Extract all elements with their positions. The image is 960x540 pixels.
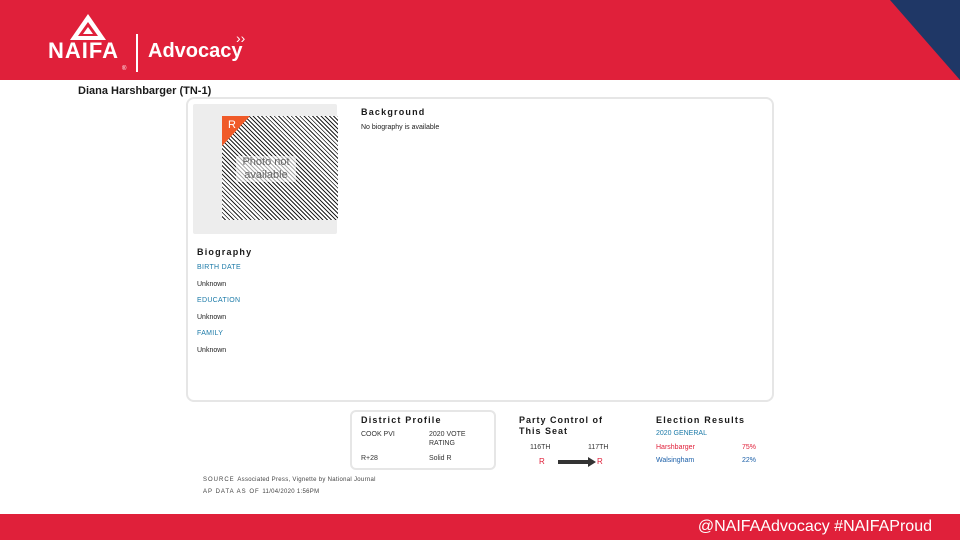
logo-registered-mark: ® xyxy=(122,66,127,72)
cook-pvi-value: R+28 xyxy=(361,455,378,462)
logo-divider xyxy=(136,34,138,72)
vote-rating-value: Solid R xyxy=(429,455,452,462)
cook-pvi-label: COOK PVI xyxy=(361,431,395,438)
source-value: Associated Press, Vignette by National Journal xyxy=(237,477,376,483)
vote-rating-label-line1: 2020 VOTE xyxy=(429,431,466,438)
vote-rating-label-line2: RATING xyxy=(429,440,455,447)
party-control-heading: Party Control of This Seat xyxy=(519,415,604,436)
logo-naifa-text: NAIFA xyxy=(48,38,119,63)
ap-data-line xyxy=(203,489,319,495)
district-profile-heading: District Profile xyxy=(361,415,442,425)
footer-hashtags: @NAIFAAdvocacy #NAIFAProud xyxy=(697,518,932,535)
from-congress-label: 116TH xyxy=(530,444,551,451)
background-text: No biography is available xyxy=(361,124,440,131)
candidate-percentage: 75% xyxy=(742,444,757,451)
candidate-name: Walsingham xyxy=(656,457,695,464)
bio-birth-date-value: Unknown xyxy=(197,281,227,288)
ap-data-value: 11/04/2020 1:56PM xyxy=(262,489,320,495)
candidate-percentage: 22% xyxy=(742,457,757,464)
source-line xyxy=(203,477,376,483)
bio-family-value: Unknown xyxy=(197,347,227,354)
logo-arrow-icon: ›› xyxy=(236,30,246,46)
background-heading: Background xyxy=(361,107,426,117)
to-party-value: R xyxy=(597,457,603,466)
logo-advocacy-text: Advocacy xyxy=(148,40,243,62)
from-party-value: R xyxy=(539,457,545,466)
to-congress-label: 117TH xyxy=(588,444,609,451)
party-badge-letter: R xyxy=(228,119,236,131)
source-label: SOURCE xyxy=(203,477,235,483)
arrow-right-icon xyxy=(558,457,596,467)
biography-heading: Biography xyxy=(197,247,253,257)
candidate-name: Harshbarger xyxy=(656,444,695,451)
naifa-triangle-icon xyxy=(70,14,106,40)
page-title: Diana Harshbarger (TN-1) xyxy=(78,85,212,97)
bio-birth-date-label: BIRTH DATE xyxy=(197,264,241,271)
header-bar xyxy=(0,0,960,80)
election-results-heading: Election Results xyxy=(656,415,746,425)
naifa-advocacy-logo xyxy=(44,12,264,72)
ap-data-label: AP DATA AS OF xyxy=(203,489,260,495)
bio-education-label: EDUCATION xyxy=(197,297,241,304)
election-results-label: 2020 GENERAL xyxy=(656,430,707,437)
bio-family-label: FAMILY xyxy=(197,330,224,337)
photo-not-available-text: Photo not available xyxy=(236,156,296,182)
header-corner-accent xyxy=(860,0,960,80)
bio-education-value: Unknown xyxy=(197,314,227,321)
